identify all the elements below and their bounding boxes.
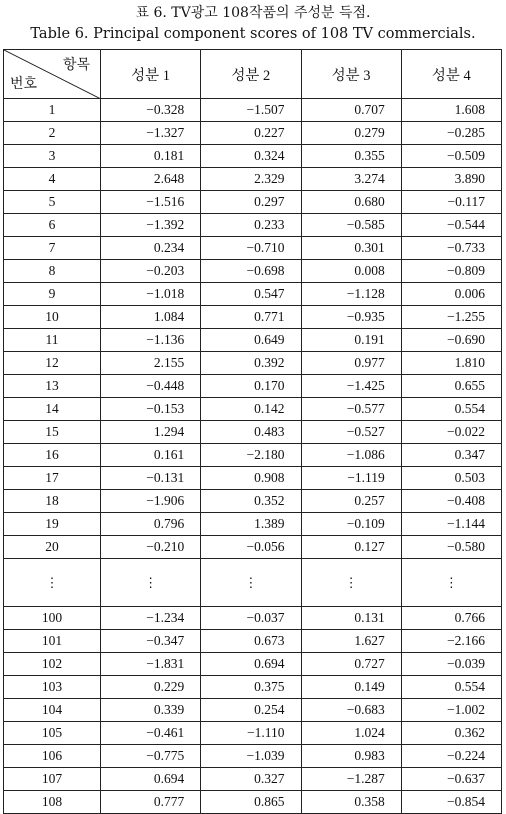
score-cell-component-1: −1.327: [101, 122, 201, 145]
score-cell-component-1: −1.516: [101, 191, 201, 214]
score-cell-component-3: 0.008: [301, 260, 401, 283]
score-cell-component-4: 3.890: [401, 168, 501, 191]
score-cell-component-2: −0.698: [201, 260, 301, 283]
table-row: [4, 768, 502, 791]
score-cell-component-2: 0.392: [201, 352, 301, 375]
score-cell-component-1: 2.648: [101, 168, 201, 191]
row-number-cell: 8: [4, 260, 101, 283]
row-number-cell: 106: [4, 745, 101, 768]
score-cell-component-4: −0.854: [401, 791, 501, 814]
ellipsis-cell: [201, 559, 301, 607]
score-cell-component-2: −0.710: [201, 237, 301, 260]
table-row: [4, 607, 502, 630]
table-row: [4, 467, 502, 490]
score-cell-component-1: −1.136: [101, 329, 201, 352]
table-row: [4, 145, 502, 168]
score-cell-component-2: 0.327: [201, 768, 301, 791]
row-number-cell: 15: [4, 421, 101, 444]
score-cell-component-1: 0.229: [101, 676, 201, 699]
score-cell-component-3: 0.355: [301, 145, 401, 168]
score-cell-component-4: −0.637: [401, 768, 501, 791]
score-cell-component-1: 0.796: [101, 513, 201, 536]
score-cell-component-4: −2.166: [401, 630, 501, 653]
column-header-component-4: 성분 4: [401, 50, 501, 99]
row-number-cell: 13: [4, 375, 101, 398]
score-cell-component-4: −0.039: [401, 653, 501, 676]
score-cell-component-4: 0.554: [401, 398, 501, 421]
vertical-ellipsis-icon: ⋮: [144, 574, 158, 590]
table-row: [4, 490, 502, 513]
corner-label-number: 번호: [10, 77, 38, 92]
score-cell-component-2: 0.649: [201, 329, 301, 352]
score-cell-component-2: 0.142: [201, 398, 301, 421]
score-cell-component-1: 0.234: [101, 237, 201, 260]
score-cell-component-2: 1.389: [201, 513, 301, 536]
score-cell-component-1: −0.461: [101, 722, 201, 745]
row-number-cell: 102: [4, 653, 101, 676]
row-number-cell: 6: [4, 214, 101, 237]
score-cell-component-2: −0.056: [201, 536, 301, 559]
score-cell-component-1: −1.392: [101, 214, 201, 237]
score-cell-component-4: −0.224: [401, 745, 501, 768]
score-cell-component-4: −0.733: [401, 237, 501, 260]
score-cell-component-4: 0.503: [401, 467, 501, 490]
table-row: [4, 421, 502, 444]
ellipsis-row: [4, 559, 502, 607]
score-cell-component-3: −0.585: [301, 214, 401, 237]
score-cell-component-4: −0.022: [401, 421, 501, 444]
score-cell-component-2: 0.694: [201, 653, 301, 676]
score-cell-component-2: 2.329: [201, 168, 301, 191]
row-number-cell: 17: [4, 467, 101, 490]
score-cell-component-4: −0.285: [401, 122, 501, 145]
score-cell-component-1: 0.161: [101, 444, 201, 467]
row-number-cell: 10: [4, 306, 101, 329]
score-cell-component-1: 0.777: [101, 791, 201, 814]
row-number-cell: 9: [4, 283, 101, 306]
table-row: [4, 444, 502, 467]
row-number-cell: 19: [4, 513, 101, 536]
table-row: [4, 630, 502, 653]
row-number-cell: 105: [4, 722, 101, 745]
score-cell-component-1: −1.234: [101, 607, 201, 630]
score-cell-component-3: −0.935: [301, 306, 401, 329]
score-cell-component-1: −0.203: [101, 260, 201, 283]
score-cell-component-2: −1.507: [201, 99, 301, 122]
vertical-ellipsis-icon: ⋮: [244, 574, 258, 590]
score-cell-component-2: 0.170: [201, 375, 301, 398]
score-cell-component-3: −1.128: [301, 283, 401, 306]
score-cell-component-1: −1.831: [101, 653, 201, 676]
table-row: [4, 398, 502, 421]
score-cell-component-3: 0.983: [301, 745, 401, 768]
row-number-cell: 5: [4, 191, 101, 214]
score-cell-component-2: 0.673: [201, 630, 301, 653]
table-row: [4, 676, 502, 699]
score-cell-component-4: 0.554: [401, 676, 501, 699]
score-cell-component-1: −0.153: [101, 398, 201, 421]
score-cell-component-3: 0.127: [301, 536, 401, 559]
score-cell-component-3: −0.527: [301, 421, 401, 444]
row-number-cell: 16: [4, 444, 101, 467]
score-cell-component-3: 1.024: [301, 722, 401, 745]
table-row: [4, 513, 502, 536]
table-row: [4, 722, 502, 745]
score-cell-component-2: 0.908: [201, 467, 301, 490]
score-cell-component-2: 0.352: [201, 490, 301, 513]
score-cell-component-2: −1.039: [201, 745, 301, 768]
score-cell-component-1: 2.155: [101, 352, 201, 375]
score-cell-component-1: 0.339: [101, 699, 201, 722]
table-row: [4, 122, 502, 145]
score-cell-component-4: 0.362: [401, 722, 501, 745]
score-cell-component-1: 0.694: [101, 768, 201, 791]
score-cell-component-3: −1.287: [301, 768, 401, 791]
table-row: [4, 214, 502, 237]
table-row: [4, 791, 502, 814]
ellipsis-cell: [4, 559, 101, 607]
ellipsis-cell: [101, 559, 201, 607]
ellipsis-cell: [401, 559, 501, 607]
score-cell-component-4: 0.006: [401, 283, 501, 306]
score-cell-component-3: 0.257: [301, 490, 401, 513]
score-cell-component-4: −0.509: [401, 145, 501, 168]
score-cell-component-4: −0.690: [401, 329, 501, 352]
row-number-cell: 1: [4, 99, 101, 122]
score-cell-component-4: −1.002: [401, 699, 501, 722]
score-cell-component-3: 0.279: [301, 122, 401, 145]
ellipsis-cell: [301, 559, 401, 607]
row-number-cell: 14: [4, 398, 101, 421]
table-row: [4, 329, 502, 352]
score-cell-component-3: −1.086: [301, 444, 401, 467]
score-cell-component-4: 0.347: [401, 444, 501, 467]
header-row: [4, 50, 502, 99]
table-row: [4, 745, 502, 768]
row-number-cell: 101: [4, 630, 101, 653]
score-cell-component-3: 0.680: [301, 191, 401, 214]
score-cell-component-2: −1.110: [201, 722, 301, 745]
score-cell-component-3: −1.425: [301, 375, 401, 398]
table-row: [4, 260, 502, 283]
score-cell-component-3: −0.683: [301, 699, 401, 722]
score-cell-component-2: 0.865: [201, 791, 301, 814]
table-row: [4, 99, 502, 122]
row-number-cell: 108: [4, 791, 101, 814]
vertical-ellipsis-icon: ⋮: [344, 574, 358, 590]
score-cell-component-4: 0.655: [401, 375, 501, 398]
row-number-cell: 100: [4, 607, 101, 630]
score-cell-component-4: −1.255: [401, 306, 501, 329]
score-cell-component-2: 0.547: [201, 283, 301, 306]
score-cell-component-2: 0.324: [201, 145, 301, 168]
score-cell-component-4: −0.580: [401, 536, 501, 559]
score-cell-component-3: 0.727: [301, 653, 401, 676]
score-cell-component-4: −0.544: [401, 214, 501, 237]
row-number-cell: 104: [4, 699, 101, 722]
score-cell-component-2: −2.180: [201, 444, 301, 467]
score-cell-component-3: 0.191: [301, 329, 401, 352]
table-row: [4, 168, 502, 191]
table-title-korean: 표 6. TV광고 108작품의 주성분 득점.: [135, 5, 371, 21]
score-cell-component-3: 3.274: [301, 168, 401, 191]
score-cell-component-2: 0.233: [201, 214, 301, 237]
vertical-ellipsis-icon: ⋮: [444, 574, 458, 590]
score-cell-component-3: −1.119: [301, 467, 401, 490]
corner-label-item: 항목: [62, 58, 90, 73]
score-cell-component-3: 0.977: [301, 352, 401, 375]
score-cell-component-1: −0.210: [101, 536, 201, 559]
table-title-english: Table 6. Principal component scores of 108 TV commercials.: [30, 26, 476, 42]
score-cell-component-2: 0.254: [201, 699, 301, 722]
score-cell-component-1: 1.084: [101, 306, 201, 329]
row-number-cell: 20: [4, 536, 101, 559]
score-cell-component-3: 0.149: [301, 676, 401, 699]
score-cell-component-1: −0.131: [101, 467, 201, 490]
score-cell-component-4: −0.117: [401, 191, 501, 214]
column-header-component-2: 성분 2: [201, 50, 301, 99]
table-row: [4, 237, 502, 260]
score-cell-component-2: −0.037: [201, 607, 301, 630]
score-cell-component-1: −0.448: [101, 375, 201, 398]
score-cell-component-4: 0.766: [401, 607, 501, 630]
row-number-cell: 3: [4, 145, 101, 168]
row-number-cell: 12: [4, 352, 101, 375]
score-cell-component-2: 0.483: [201, 421, 301, 444]
score-cell-component-1: 1.294: [101, 421, 201, 444]
score-cell-component-4: −0.408: [401, 490, 501, 513]
table-row: [4, 536, 502, 559]
table-row: [4, 306, 502, 329]
column-header-component-1: 성분 1: [101, 50, 201, 99]
row-number-cell: 2: [4, 122, 101, 145]
row-number-cell: 103: [4, 676, 101, 699]
score-cell-component-3: 0.131: [301, 607, 401, 630]
header-corner-cell: [4, 50, 101, 99]
table-row: [4, 699, 502, 722]
principal-component-table: [3, 49, 502, 814]
score-cell-component-1: −0.328: [101, 99, 201, 122]
row-number-cell: 18: [4, 490, 101, 513]
score-cell-component-3: −0.109: [301, 513, 401, 536]
table-row: [4, 352, 502, 375]
score-cell-component-2: 0.771: [201, 306, 301, 329]
score-cell-component-4: 1.608: [401, 99, 501, 122]
score-cell-component-2: 0.375: [201, 676, 301, 699]
row-number-cell: 107: [4, 768, 101, 791]
score-cell-component-3: 0.301: [301, 237, 401, 260]
score-cell-component-2: 0.227: [201, 122, 301, 145]
score-cell-component-4: 1.810: [401, 352, 501, 375]
row-number-cell: 4: [4, 168, 101, 191]
score-cell-component-3: 0.358: [301, 791, 401, 814]
column-header-component-3: 성분 3: [301, 50, 401, 99]
table-row: [4, 283, 502, 306]
score-cell-component-1: −1.018: [101, 283, 201, 306]
score-cell-component-1: 0.181: [101, 145, 201, 168]
score-cell-component-3: −0.577: [301, 398, 401, 421]
score-cell-component-2: 0.297: [201, 191, 301, 214]
table-row: [4, 653, 502, 676]
table-row: [4, 375, 502, 398]
score-cell-component-1: −0.775: [101, 745, 201, 768]
table-row: [4, 191, 502, 214]
row-number-cell: 11: [4, 329, 101, 352]
score-cell-component-1: −1.906: [101, 490, 201, 513]
table-body: [4, 99, 502, 814]
score-cell-component-3: 1.627: [301, 630, 401, 653]
score-cell-component-4: −0.809: [401, 260, 501, 283]
row-number-cell: 7: [4, 237, 101, 260]
score-cell-component-1: −0.347: [101, 630, 201, 653]
score-cell-component-4: −1.144: [401, 513, 501, 536]
score-cell-component-3: 0.707: [301, 99, 401, 122]
vertical-ellipsis-icon: ⋮: [45, 574, 59, 590]
